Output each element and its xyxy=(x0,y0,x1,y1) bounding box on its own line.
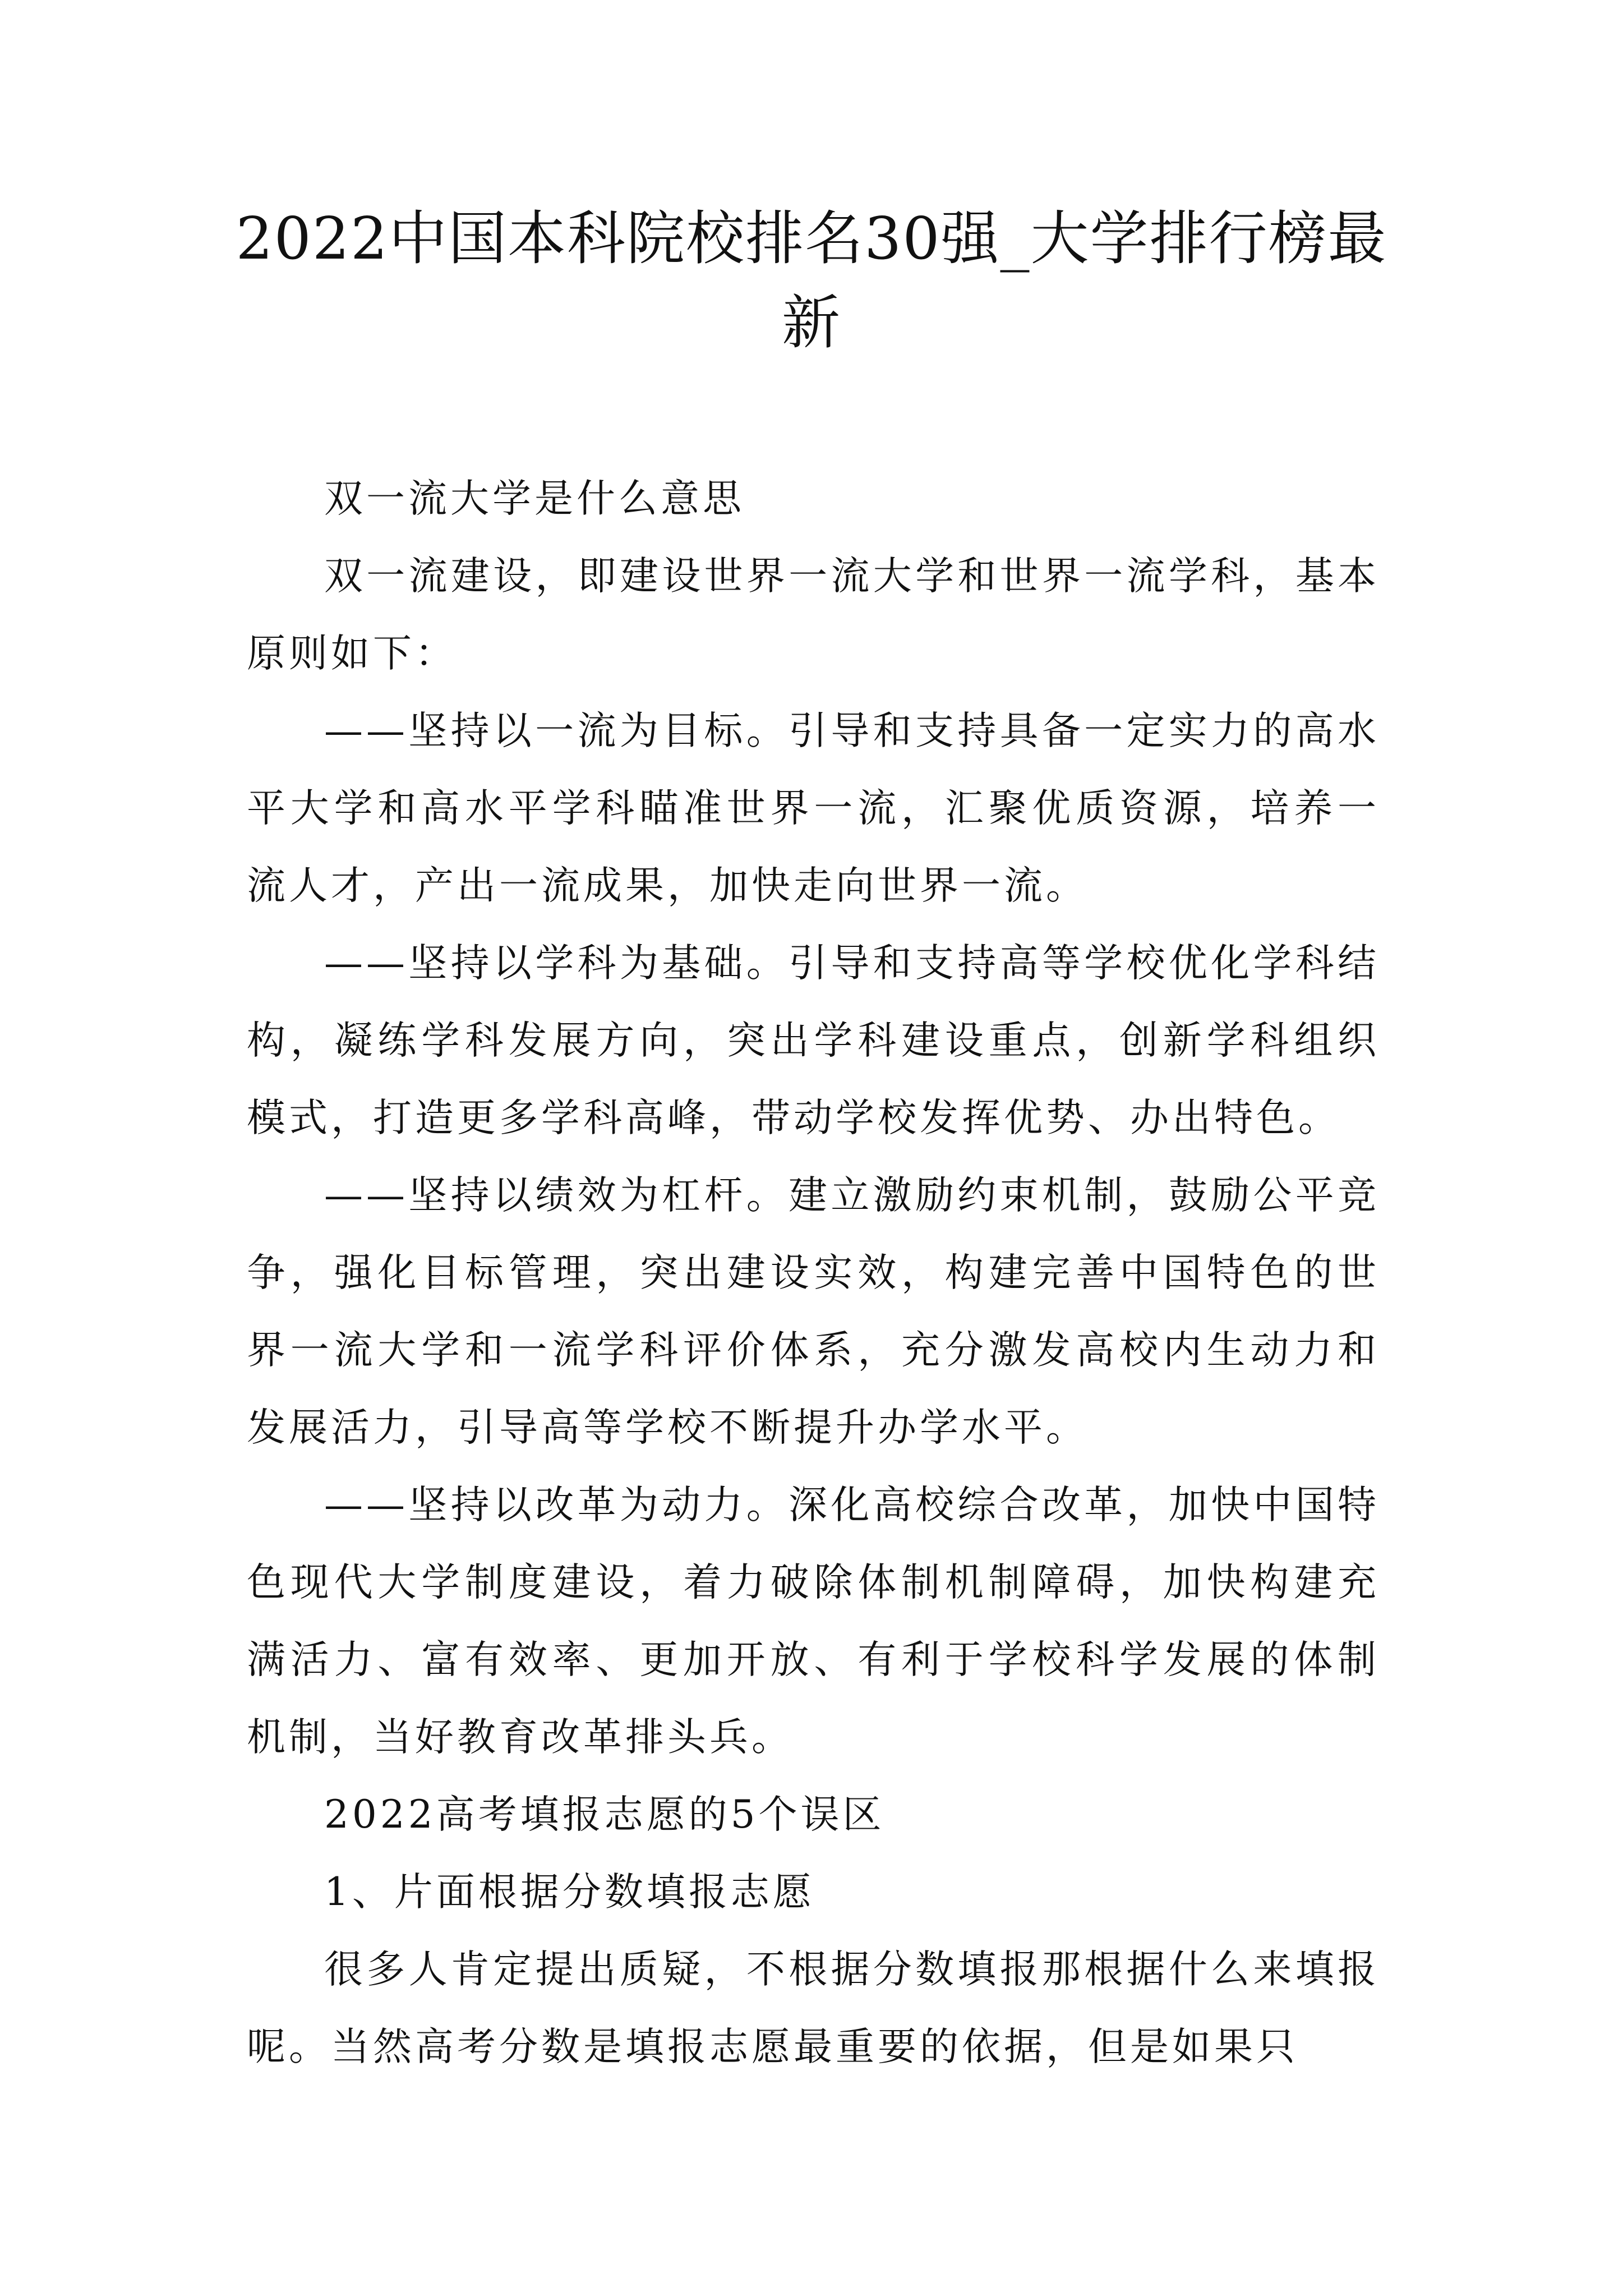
paragraph-intro: 双一流建设，即建设世界一流大学和世界一流学科，基本原则如下： xyxy=(247,554,1380,676)
paragraph-principle-3: ——坚持以绩效为杠杆。建立激励约束机制，鼓励公平竞争，强化目标管理，突出建设实效，构建完善中国特色的世界一流大学和一流学科评价体系，充分激发高校内生动力和发展活力，引导高等学校不断提升办学水平。 xyxy=(247,1173,1380,1450)
paragraph-principle-4: ——坚持以改革为动力。深化高校综合改革，加快中国特色现代大学制度建设，着力破除体制机制障碍，加快构建充满活力、富有效率、更加开放、有利于学校科学发展的体制机制，当好教育改革排头兵。 xyxy=(247,1483,1380,1760)
paragraph-mistake-1-body: 很多人肯定提出质疑，不根据分数填报那根据什么来填报呢。当然高考分数是填报志愿最重要的依据，但是如果只 xyxy=(247,1947,1380,2069)
paragraph-heading-double-first-class: 双一流大学是什么意思 xyxy=(324,476,745,521)
paragraph-principle-2: ——坚持以学科为基础。引导和支持高等学校优化学科结构，凝练学科发展方向，突出学科建设重点，创新学科组织模式，打造更多学科高峰，带动学校发挥优势、办出特色。 xyxy=(247,941,1380,1140)
paragraph-mistake-1-heading: 1、片面根据分数填报志愿 xyxy=(324,1870,815,1915)
document-title: 2022中国本科院校排名30强_大学排行榜最新 xyxy=(236,204,1387,357)
paragraph-principle-1: ——坚持以一流为目标。引导和支持具备一定实力的高水平大学和高水平学科瞄准世界一流，汇聚优质资源，培养一流人才，产出一流成果，加快走向世界一流。 xyxy=(247,708,1380,908)
document-body xyxy=(247,460,1380,2086)
paragraph-heading-mistakes: 2022高考填报志愿的5个误区 xyxy=(324,1792,885,1837)
